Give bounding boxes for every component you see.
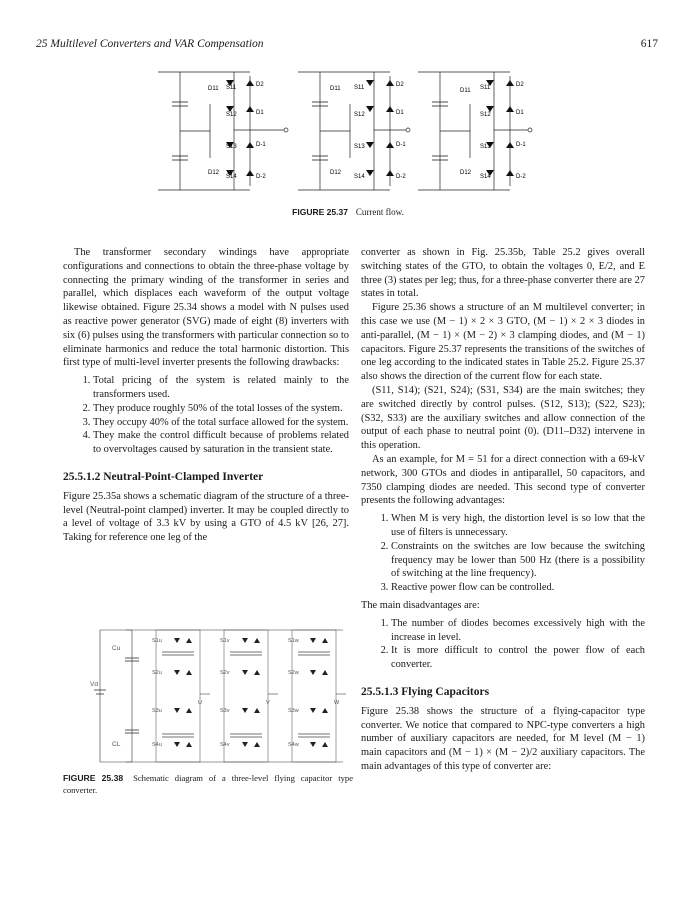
phase-leg-u	[152, 630, 210, 762]
label-s3v: S3v	[220, 708, 230, 714]
fig37-label-d2: D2	[516, 82, 524, 88]
fig37-label-dm1: D-1	[516, 142, 526, 148]
paragraph: Figure 25.36 shows a structure of an M multilevel converter; in this case we use (M − 1) × 2 × 3 GTO, (M − 1) × 2 × 3 diodes in anti-parallel, (M − 1) × (M − 2) × 3 clamping diodes, and (M − 1) capacitors. Figure 25.37 represents the transitions of the switches of one leg according to the indicated states in Table 25.2. Figure 25.37 also shows the direction of the current flow for each state.	[361, 302, 645, 383]
label-cl: CL	[112, 741, 121, 748]
fig37-label-d1: D1	[516, 110, 524, 116]
label-s1u: S1u	[152, 638, 162, 644]
fig37-label-d11: D11	[330, 86, 341, 92]
fig37-label-s13: S13	[226, 144, 237, 150]
list-item: 2. They produce roughly 50% of the total losses of the system.	[93, 402, 349, 416]
label-s2w: S2w	[288, 670, 299, 676]
paragraph: converter as shown in Fig. 25.35b, Table 25.2 gives overall switching states of the GTO, to obtain the voltages 0, E/2, and E three (3) states per leg; thus, for a three-phase converter there are 27 states in total.	[361, 247, 645, 300]
list-item: 3. Reactive power flow can be controlled.	[391, 581, 645, 595]
fig37-label-s14: S14	[226, 174, 237, 180]
fig37-label-d12: D12	[330, 170, 342, 176]
fig37-label-d11: D11	[208, 86, 219, 92]
list-item: 2. Constraints on the switches are low because the switching frequency may be lower than 500 Hz (there is a possibility of switching at the line frequency).	[391, 540, 645, 581]
fig37-label-s14: S14	[354, 174, 365, 180]
label-s3w: S3w	[288, 708, 299, 714]
figure-25-37-caption	[0, 207, 696, 217]
label-s4w: S4w	[288, 742, 299, 748]
paragraph: (S11, S14); (S21, S24); (S31, S34) are the main switches; they are switched directly by control pulses. (S12, S13); (S22, S23); (S32, S33) are the auxiliary switches and allow connection of the output of each phase to neutral point (0). (D11–D32) intervene in this operation.	[361, 384, 645, 452]
section-heading: 25.5.1.3 Flying Capacitors	[361, 685, 490, 698]
drawbacks-list	[63, 374, 349, 457]
fig37-label-dm1: D-1	[256, 142, 266, 148]
figure-25-38-caption	[63, 773, 353, 796]
figure-caption-text: Schematic diagram of a three-level flying capacitor type converter.	[63, 773, 354, 795]
fig37-label-s12: S12	[226, 112, 237, 118]
disadvantages-list	[361, 617, 645, 672]
list-item: 4. They make the control difficult because of problems related to overvoltages caused by saturation in the transient state.	[93, 429, 349, 457]
right-column	[361, 246, 645, 774]
list-item: 1. When M is very high, the distortion level is so low that the use of filters is unnecessary.	[391, 512, 645, 540]
fig37-label-s12: S12	[480, 112, 491, 118]
label-s1w: S1w	[288, 638, 299, 644]
label-cu: Cu	[112, 645, 121, 652]
left-column	[63, 246, 349, 545]
figure-label: FIGURE 25.38	[63, 773, 124, 783]
paragraph: The main disadvantages are:	[361, 599, 480, 611]
list-item: 2. It is more difficult to control the power flow of each converter.	[391, 644, 645, 672]
fig37-label-d12: D12	[208, 170, 220, 176]
fig37-label-d12: D12	[460, 170, 472, 176]
npc-leg-3	[418, 72, 532, 190]
label-s3u: S3u	[152, 708, 162, 714]
phase-leg-w	[288, 630, 346, 762]
fig37-label-s13: S13	[480, 144, 491, 150]
fig37-label-dm2: D-2	[396, 174, 406, 180]
paragraph: As an example, for M = 51 for a direct connection with a 69-kV network, 300 GTOs and diodes in antiparallel, 50 capacitors, and 7350 clamping diodes are needed. This second type of converter presents the following advantages:	[361, 453, 645, 507]
phase-leg-v	[220, 630, 278, 762]
fig37-label-dm1: D-1	[396, 142, 406, 148]
fig37-label-d1: D1	[396, 110, 404, 116]
list-item: 1. Total pricing of the system is related mainly to the transformers used.	[93, 374, 349, 402]
fig37-label-d1: D1	[256, 110, 264, 116]
fig37-label-dm2: D-2	[256, 174, 266, 180]
fig37-label-d2: D2	[396, 82, 404, 88]
figure-25-37	[150, 66, 570, 204]
npc-leg-1	[158, 72, 288, 190]
label-vd: Vd	[90, 681, 98, 688]
fig37-label-s14: S14	[480, 174, 491, 180]
section-heading: 25.5.1.2 Neutral-Point-Clamped Inverter	[63, 470, 264, 483]
fig37-label-s11: S11	[354, 85, 365, 91]
fig37-label-dm2: D-2	[516, 174, 526, 180]
npc-leg-2	[298, 72, 410, 190]
chapter-title: 25 Multilevel Converters and VAR Compensation	[36, 38, 264, 50]
fig37-label-s11: S11	[226, 85, 237, 91]
label-s1v: S1v	[220, 638, 230, 644]
label-u: U	[198, 700, 202, 706]
paragraph: Figure 25.38 shows the structure of a flying-capacitor type converter. We notice that compared to NPC-type converters a high number of auxiliary capacitors are needed, for M level (M − 1) main capacitors and (M − 1) × (M − 2)/2 auxiliary capacitors. The main advantages of this type of converter are:	[361, 705, 645, 772]
fig37-label-d2: D2	[256, 82, 264, 88]
label-w: W	[334, 700, 340, 706]
fig37-label-s11: S11	[480, 85, 491, 91]
label-s2v: S2v	[220, 670, 230, 676]
label-s2u: S2u	[152, 670, 162, 676]
fig37-label-d11: D11	[460, 88, 471, 94]
running-header	[36, 38, 658, 50]
paragraph: The transformer secondary windings have appropriate configurations and connections to obtain the three-phase voltage by connecting the primary winding of the transformer in series and parallel, which displaces each waveform of the output voltage likewise obtained. Figure 25.34 shows a model with N pulses used as reactive power generator (SVG) made of eight (8) inverters with six (6) pulses using the transformers with particular connection so to eliminate harmonics and reduce the total harmonic distortion. This first type of multi-level inverter presents the following drawbacks:	[63, 247, 349, 369]
fig37-label-s13: S13	[354, 144, 365, 150]
figure-caption-text: Current flow.	[355, 207, 404, 217]
label-s4u: S4u	[152, 742, 162, 748]
advantages-list	[361, 512, 645, 595]
figure-label: FIGURE 25.37	[292, 207, 348, 217]
list-item: 3. They occupy 40% of the total surface allowed for the system.	[93, 416, 349, 430]
paragraph: Figure 25.35a shows a schematic diagram of the structure of a three-level (Neutral-point clamped) inverter. It may be coupled directly to a level of voltage of 3.3 kV by using a GTO of 4.5 kV [26, 27]. Taking for reference one leg of the	[63, 490, 349, 544]
list-item: 1. The number of diodes becomes excessively high with the increase in level.	[391, 617, 645, 645]
page-number: 617	[640, 38, 658, 50]
label-v: V	[266, 700, 270, 706]
label-s4v: S4v	[220, 742, 230, 748]
fig37-label-s12: S12	[354, 112, 365, 118]
figure-25-38	[88, 622, 358, 772]
